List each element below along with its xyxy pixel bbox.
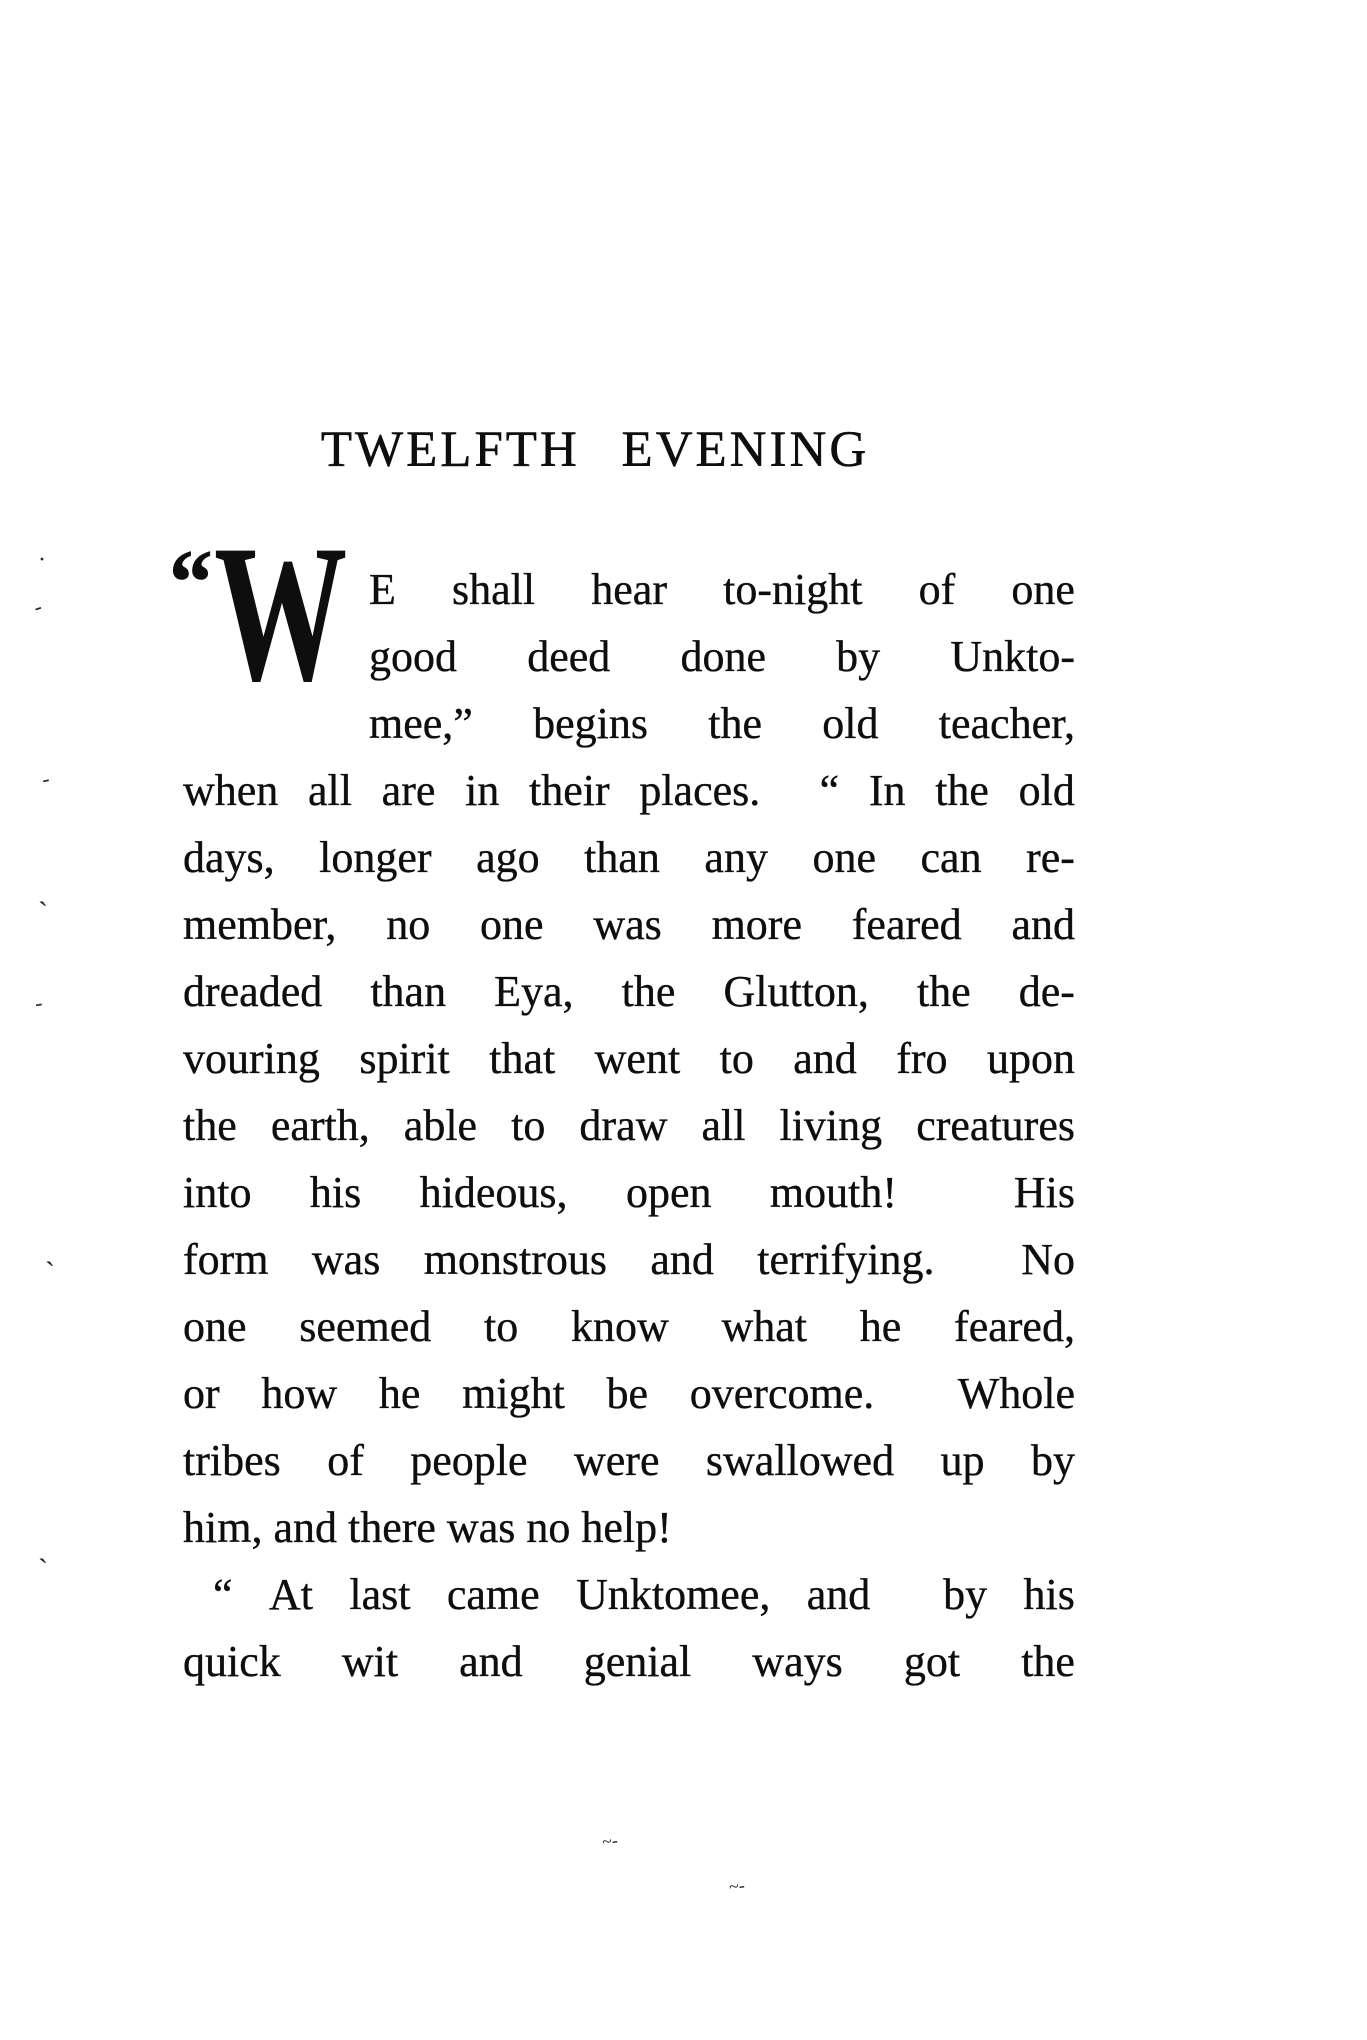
text-line: days, longer ago than any one can re- xyxy=(183,833,1075,882)
drop-cap-letter: W xyxy=(214,505,348,722)
scan-speck: ~- xyxy=(727,1875,747,1897)
text-lines xyxy=(183,556,1075,1695)
text-line: vouring spirit that went to and fro upon xyxy=(183,1034,1075,1083)
text-line: when all are in their places. “ In the old xyxy=(183,766,1075,815)
text-line: mee,” begins the old teacher, xyxy=(369,699,1075,748)
text-line: quick wit and genial ways got the xyxy=(183,1637,1075,1686)
text-line: into his hideous, open mouth! His xyxy=(183,1168,1075,1217)
opening-quotation-mark: “ xyxy=(169,531,213,633)
scan-speck: ~- xyxy=(600,1830,620,1852)
scan-speck: - xyxy=(33,989,44,1016)
chapter-heading: TWELFTH EVENING xyxy=(320,422,870,478)
text-line: one seemed to know what he feared, xyxy=(183,1302,1075,1351)
text-line: “ At last came Unktomee, and by his xyxy=(213,1570,1075,1619)
text-line: E shall hear to-night of one xyxy=(369,565,1075,614)
scan-speck: - xyxy=(39,765,52,792)
text-line: him, and there was no help! xyxy=(183,1503,672,1552)
scan-speck: ˋ xyxy=(38,1553,48,1586)
scan-speck: · xyxy=(38,547,46,573)
text-line: or how he might be overcome. Whole xyxy=(183,1369,1075,1418)
text-line: the earth, able to draw all living creatures xyxy=(183,1101,1075,1150)
scan-speck: - xyxy=(30,593,45,620)
story-paragraph-block xyxy=(169,505,1075,1695)
text-line: member, no one was more feared and xyxy=(183,900,1075,949)
text-line: good deed done by Unkto- xyxy=(369,632,1075,681)
scan-speck: ˋ xyxy=(38,896,48,929)
text-line: tribes of people were swallowed up by xyxy=(183,1436,1075,1485)
text-line: form was monstrous and terrifying. No xyxy=(183,1235,1075,1284)
text-line: dreaded than Eya, the Glutton, the de- xyxy=(183,967,1075,1016)
scan-speck: ˋ xyxy=(45,1256,55,1289)
